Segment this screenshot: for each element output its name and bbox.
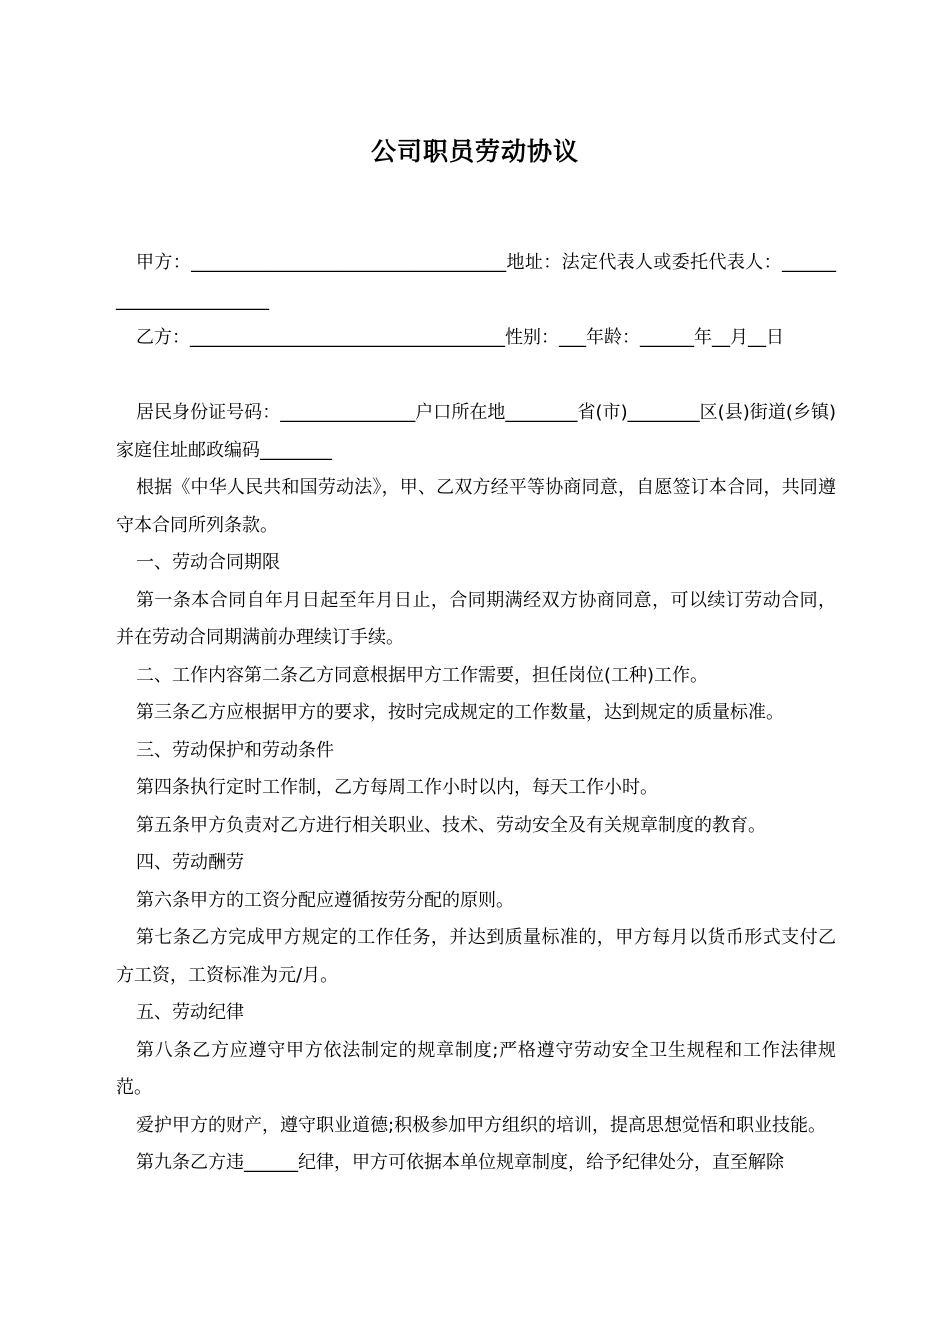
clause-paragraph: 第三条乙方应根据甲方的要求，按时完成规定的工作数量，达到规定的质量标准。 (136, 702, 784, 723)
party-b-line: 乙方：___________________________________性别：___年龄：______年__月__日 (136, 327, 784, 348)
clause-paragraph: 二、工作内容第二条乙方同意根据甲方工作需要，担任岗位(工种)工作。 (136, 664, 709, 686)
clause-paragraph: 第六条甲方的工资分配应遵循按劳分配的原则。 (136, 889, 514, 911)
clause-paragraph: 第五条甲方负责对乙方进行相关职业、技术、劳动安全及有关规章制度的教育。 (136, 814, 766, 836)
section-heading: 三、劳动保护和劳动条件 (136, 739, 334, 761)
document-body (116, 244, 836, 1182)
clause-paragraph: 爱护甲方的财产，遵守职业道德;积极参加甲方组织的培训，提高思想觉悟和职业技能。 (136, 1114, 827, 1136)
section-heading: 五、劳动纪律 (136, 1002, 244, 1023)
document-title: 公司职员劳动协议 (370, 137, 579, 166)
clause-paragraph: 第一条本合同自年月日起至年月日止，合同期满经双方协商同意，可以续订劳动合同，并在劳动合同期满前办理续订手续。 (116, 589, 836, 648)
blank-line (116, 357, 836, 395)
clause-paragraph: 第四条执行定时工作制，乙方每周工作小时以内，每天工作小时。 (136, 777, 658, 798)
clause-paragraph: 第九条乙方违______纪律，甲方可依据本单位规章制度，给予纪律处分，直至解除 (136, 1152, 784, 1173)
id-address-line: 居民身份证号码：_______________户口所在地________省(市)________区(县)街道(乡镇)家庭住址邮政编码________ (116, 402, 836, 461)
section-heading: 一、劳动合同期限 (136, 552, 280, 573)
party-a-line: 甲方：___________________________________地址：法定代表人或委托代表人：_______________________ (116, 252, 836, 311)
clause-paragraph: 第八条乙方应遵守甲方依法制定的规章制度;严格遵守劳动安全卫生规程和工作法律规范。 (116, 1039, 836, 1098)
preamble-paragraph: 根据《中华人民共和国劳动法》，甲、乙双方经平等协商同意，自愿签订本合同，共同遵守本合同所列条款。 (116, 477, 836, 536)
section-heading: 四、劳动酬劳 (136, 852, 244, 873)
clause-paragraph: 第七条乙方完成甲方规定的工作任务，并达到质量标准的，甲方每月以货币形式支付乙方工资，工资标准为元/月。 (116, 927, 836, 986)
